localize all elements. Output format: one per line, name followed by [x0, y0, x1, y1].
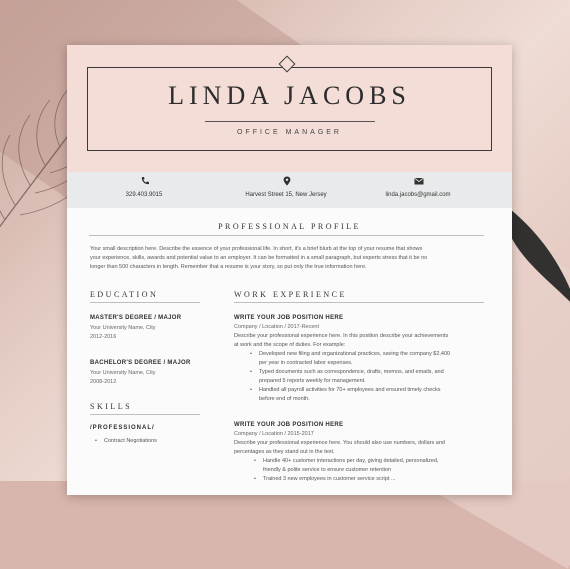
- job-bullet: • Handled all payroll activities for 70+ employees and ensured timely checks before end of month.: [259, 386, 450, 404]
- job-description-line: Describe your professional experience here. You should also use numbers, dollars and: [234, 440, 445, 446]
- envelope-icon: [414, 176, 424, 186]
- profile-text: [90, 245, 490, 272]
- job-bullets: [245, 350, 450, 404]
- degree: BACHELOR'S DEGREE / MAJOR: [90, 360, 191, 366]
- education-title: EDUCATION: [90, 290, 159, 299]
- job-company: Company / Location / 2017-Recent: [234, 324, 319, 330]
- job-description-line: Describe your professional experience here. In this position describe your achievements: [234, 333, 449, 339]
- school: Your University Name, City: [90, 370, 156, 376]
- years: 2012-2016: [90, 334, 117, 340]
- skills-list: [90, 437, 157, 446]
- job-bullet: • Trained 3 new employees in customer service script ...: [263, 475, 439, 484]
- job-title: OFFICE MANAGER: [236, 129, 342, 136]
- job-bullet: • Developed new filing and organizational practices, saving the company $2,400 per year in contracted labor expenses.: [259, 350, 450, 368]
- job-bullet: • Handle 40+ customer interactions per day, giving detailed, personalized, friendly & polite service to ensure customer retention: [263, 457, 439, 475]
- job-description-line: percentages as they stand out in the text.: [234, 449, 335, 455]
- phone-icon: [140, 176, 150, 186]
- contact-bar: [67, 172, 512, 208]
- profile-line: longer than 500 characters in length. Remember that a resume is your story, so put only the true information here.: [90, 264, 367, 270]
- map-pin-icon: [282, 176, 292, 186]
- job-position: WRITE YOUR JOB POSITION HERE: [234, 315, 344, 321]
- job-bullets: [249, 457, 439, 484]
- address: Harvest Street 15, New Jersey: [245, 192, 327, 198]
- skills-title: SKILLS: [90, 402, 133, 411]
- name-divider: [205, 121, 375, 122]
- profile-divider: [89, 235, 484, 236]
- profile-title: PROFESSIONAL PROFILE: [218, 222, 361, 231]
- job-description: [234, 439, 445, 457]
- skill-item: • Contract Negotiations: [104, 437, 157, 446]
- school: Your University Name, City: [90, 325, 156, 331]
- degree: MASTER'S DEGREE / MAJOR: [90, 315, 182, 321]
- resume-header: [67, 45, 512, 172]
- profile-line: your experience, skills, awards and potential value to an employer. It can be formatted in a small paragraph, but experts stress that it be no: [90, 255, 428, 261]
- resume-name: LINDA JACOBS: [168, 81, 411, 110]
- email-address: linda.jacobs@gmail.com: [385, 192, 451, 198]
- job-position: WRITE YOUR JOB POSITION HERE: [234, 422, 344, 428]
- resume-page: [67, 45, 512, 495]
- education-divider: [90, 302, 200, 303]
- job-description-line: at work and the scope of duties. For example:: [234, 342, 346, 348]
- job-description: [234, 332, 448, 350]
- job-company: Company / Location / 2015-2017: [234, 431, 314, 437]
- skills-divider: [90, 414, 200, 415]
- skills-subtitle: /PROFESSIONAL/: [90, 425, 155, 431]
- work-divider: [234, 302, 484, 303]
- profile-line: Your small description here. Describe the essence of your professional life. In short, it's a brief blurb at the top of your resume that shows: [90, 246, 423, 252]
- phone-number: 329.403.9015: [125, 192, 163, 198]
- work-title: WORK EXPERIENCE: [234, 290, 347, 299]
- job-bullet: • Typed documents such as correspondence, drafts, memos, and emails, and prepared 5 reports weekly for management.: [259, 368, 450, 386]
- years: 2008-2012: [90, 379, 117, 385]
